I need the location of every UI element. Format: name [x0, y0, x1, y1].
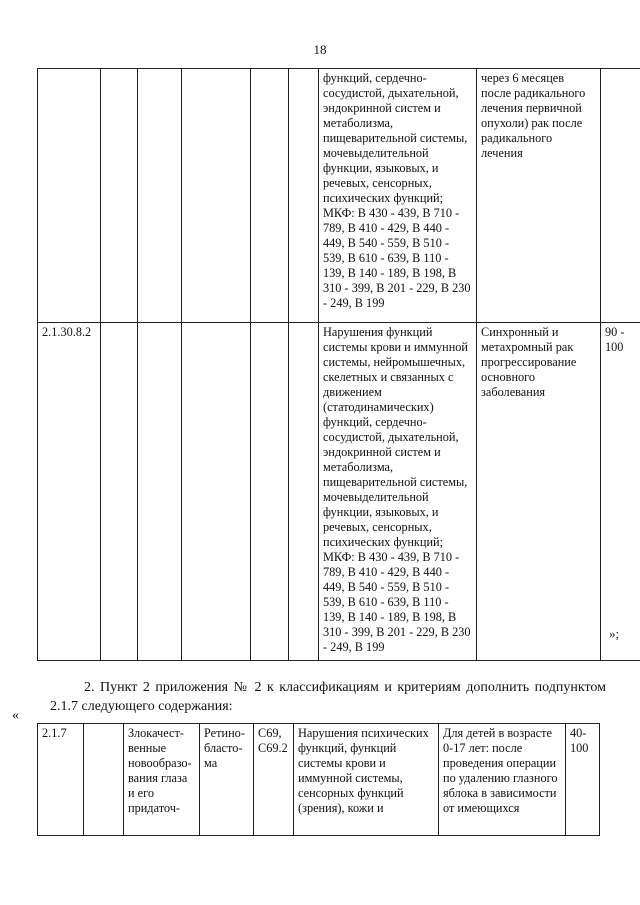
criteria-cell: через 6 месяцев после радикального лечения первичной опухоли) рак после радикального лечения [477, 69, 601, 323]
percent-cell [601, 69, 640, 323]
code-cell [38, 69, 101, 323]
percent-cell: 40-100 [566, 724, 600, 836]
empty-cell [101, 323, 138, 661]
empty-cell [289, 69, 319, 323]
table-row [38, 323, 640, 661]
empty-cell [101, 69, 138, 323]
criteria-cell: Для детей в возрасте 0-17 лет: после проведения операции по удалению глазного яблока в зависимости от имеющихся [439, 724, 566, 836]
icd-cell: С69, С69.2 [254, 724, 294, 836]
disorders-cell: Нарушения психических функций, функций системы крови и иммунной системы, сенсорных функций (зрения), кожи и [294, 724, 439, 836]
empty-cell [138, 323, 182, 661]
disorders-cell: функций, сердечно-сосудистой, дыхательной, эндокринной систем и метаболизма, пищеварительной системы, мочевыделительной функции, языковых, и речевых, сенсорных, психических функций; МКФ: В 430 - 439, В 710 - 789, В 410 - 429, В 440 - 449, В 540 - 559, В 510 - 539, В 610 - 639, В 110 - 139, В 140 - 189, В 198, В 310 - 399, В 201 - 229, В 230 - 249, В 199 [319, 69, 477, 323]
code-cell: 2.1.7 [38, 724, 84, 836]
table-row [38, 69, 640, 323]
empty-cell [182, 69, 251, 323]
empty-cell [138, 69, 182, 323]
empty-cell [251, 323, 289, 661]
morphology-cell: Ретино-бласто-ма [200, 724, 254, 836]
closing-quote: »; [609, 626, 620, 641]
criteria-table-continued [37, 68, 640, 661]
empty-cell [251, 69, 289, 323]
disease-cell: Злокачест-венные новообразо-вания глаза и его придаточ- [124, 724, 200, 836]
criteria-cell: Синхронный и метахромный рак прогрессирование основного заболевания [477, 323, 601, 661]
amendment-paragraph: 2. Пункт 2 приложения № 2 к классификациям и критериям дополнить подпунктом 2.1.7 следующего содержания: [50, 680, 606, 714]
empty-cell [289, 323, 319, 661]
disorders-cell: Нарушения функций системы крови и иммунной системы, нейромышечных, скелетных и связанных с движением (статодинамических) функций, сердечно-сосудистой, дыхательной, эндокринной систем и метаболизма, пищеварительной системы, мочевыделительной функции, языковых, и речевых, сенсорных, психических функций; МКФ: В 430 - 439, В 710 - 789, В 410 - 429, В 440 - 449, В 540 - 559, В 510 - 539, В 610 - 639, В 110 - 139, В 140 - 189, В 198, В 310 - 399, В 201 - 229, В 230 - 249, В 199 [319, 323, 477, 661]
new-subitem-table [37, 723, 600, 836]
opening-quote: « [12, 708, 19, 723]
table-row [38, 724, 600, 836]
empty-cell [84, 724, 124, 836]
code-cell: 2.1.30.8.2 [38, 323, 101, 661]
percent-cell: 90 - 100 [601, 323, 640, 661]
page-number: 18 [313, 42, 327, 57]
empty-cell [182, 323, 251, 661]
